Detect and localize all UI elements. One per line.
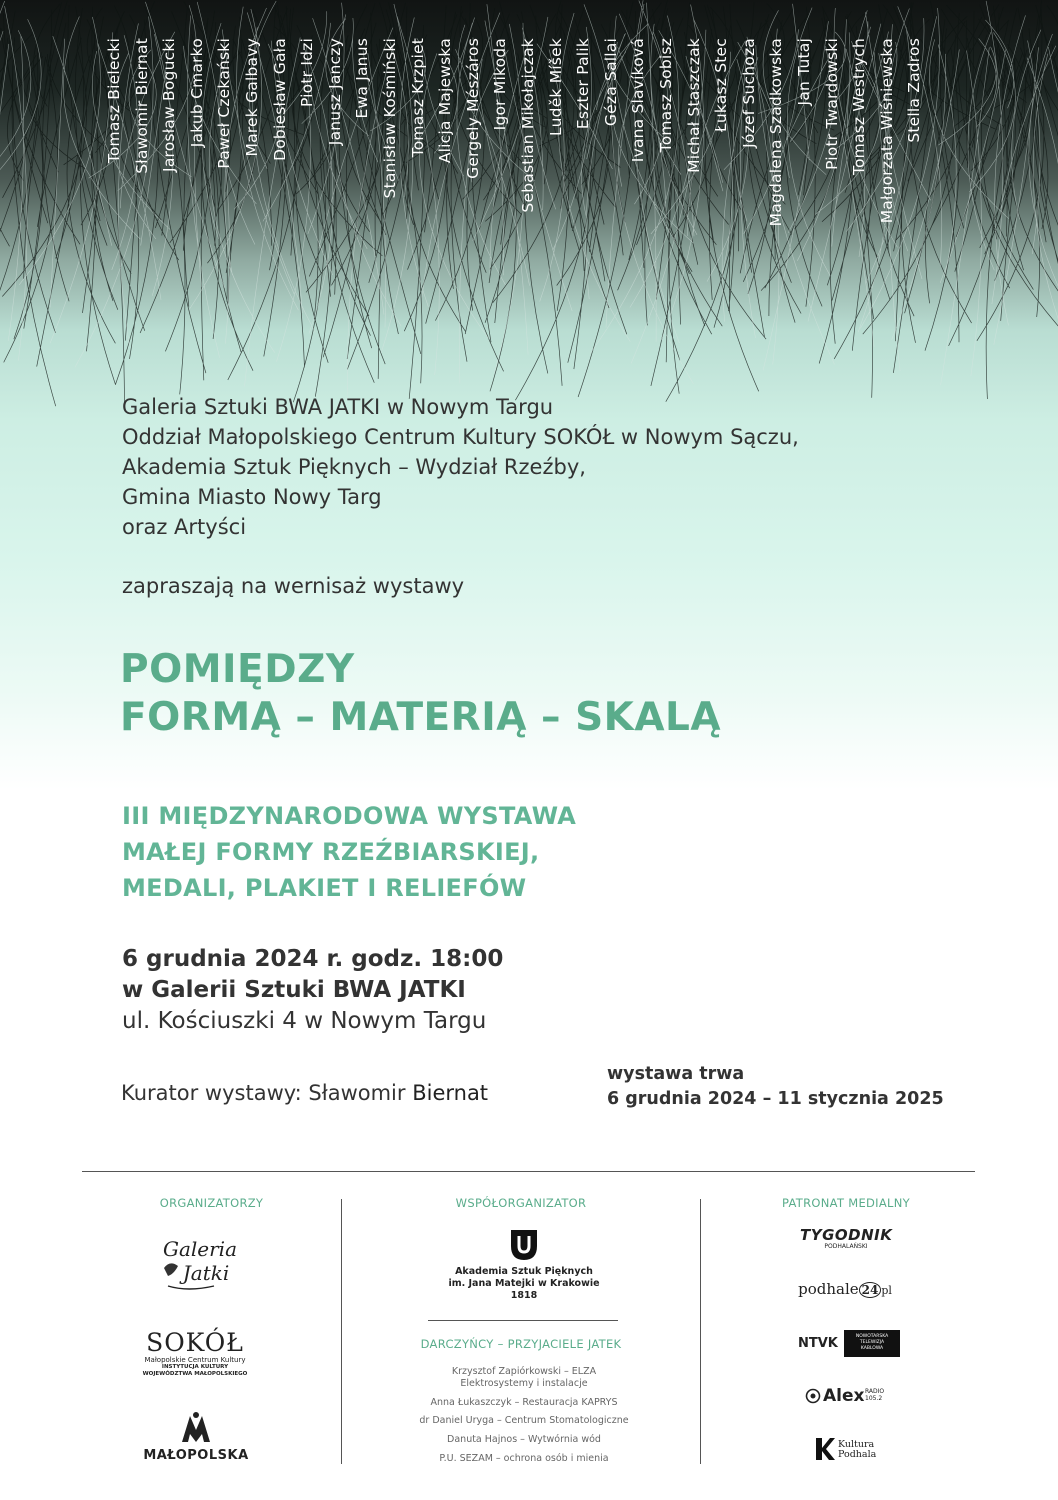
galeria-jatki-icon <box>150 1228 260 1298</box>
tygodnik-podhalanski-logo <box>800 1228 892 1250</box>
asp-line-1: Akademia Sztuk Pięknych <box>455 1266 593 1277</box>
donor-item: P.U. SEZAM – ochrona osób i mienia <box>439 1453 609 1464</box>
artist-name: Tomasz Krzpiet <box>408 38 427 158</box>
artist-name: Luděk Míšek <box>546 38 565 136</box>
donors-heading: DARCZYŃCY – PRZYJACIELE JATEK <box>420 1337 622 1351</box>
curator-surname: Biernat <box>412 1081 489 1105</box>
artist-name: Łukasz Stec <box>712 38 731 133</box>
artist-name: Jan Tutaj <box>795 38 813 106</box>
artist-name: Michał Staszczak <box>684 38 703 173</box>
malopolska-icon <box>176 1410 216 1444</box>
organizer-line: Gmina Miasto Nowy Targ <box>122 485 382 509</box>
artist-name: Ewa Janus <box>353 38 372 119</box>
column-divider <box>700 1199 701 1464</box>
invite-text: zapraszają na wernisaż wystawy <box>122 574 465 598</box>
artist-name: Paweł Czekański <box>215 38 234 169</box>
event-info <box>122 944 503 1037</box>
asp-line-3: 1818 <box>510 1290 538 1301</box>
donor-item: Anna Łukaszczyk – Restauracja KAPRYS <box>430 1397 618 1408</box>
alex-logo-sub: RADIO <box>865 1388 885 1395</box>
donor-item: dr Daniel Uryga – Centrum Stomatologiczne <box>419 1415 629 1426</box>
artist-name: Małgorzata Wiśniewska <box>877 38 896 224</box>
artist-name: Ivana Slavíková <box>629 38 648 163</box>
ntvk-sub: TELEWIZJA <box>859 1340 885 1345</box>
sokol-logo-sub: INSTYTUCJA KULTURY <box>161 1364 229 1370</box>
artist-name: Tomasz Sobisz <box>657 38 675 153</box>
kultura-logo-text: Podhala <box>838 1449 877 1460</box>
organizers-heading: ORGANIZATORZY <box>159 1196 264 1210</box>
duration-label: wystawa trwa <box>607 1064 745 1084</box>
galeria-jatki-logo <box>150 1228 260 1298</box>
artist-name: Piotr Twardowski <box>822 38 841 170</box>
subtitle-line-2: MAŁEJ FORMY RZEŹBIARSKIEJ, <box>122 838 540 866</box>
subtitle-line-1: III MIĘDZYNARODOWA WYSTAWA <box>122 802 577 830</box>
alex-radio-logo <box>803 1384 893 1410</box>
event-address: ul. Kościuszki 4 w Nowym Targu <box>122 1008 487 1034</box>
donor-line: Elektrosystemy i instalacje <box>460 1378 588 1389</box>
organizers-text <box>122 392 799 542</box>
footer-divider <box>82 1171 975 1172</box>
kultura-podhala-logo <box>814 1434 884 1464</box>
alex-logo-text: Alex <box>823 1386 865 1406</box>
svg-text:Jatki: Jatki <box>182 1261 230 1285</box>
media-heading: PATRONAT MEDIALNY <box>782 1196 910 1210</box>
curator <box>121 1081 488 1105</box>
organizer-line: Akademia Sztuk Pięknych – Wydział Rzeźby, <box>122 455 586 479</box>
sokol-logo <box>130 1330 260 1378</box>
exhibition-duration <box>607 1062 944 1112</box>
artist-list <box>0 0 1058 260</box>
artist-name: Alicja Majewska <box>436 38 455 164</box>
sokol-logo-sub: WOJEWÓDZTWA MAŁOPOLSKIEGO <box>142 1371 248 1377</box>
donor-item <box>382 1366 666 1390</box>
ntvk-logo <box>796 1330 902 1358</box>
column-divider <box>341 1199 342 1464</box>
donor-line: Krzysztof Zapiórkowski – ELZA <box>451 1366 597 1377</box>
podhale24-text-b: 24 <box>859 1282 882 1298</box>
kultura-k-icon <box>814 1436 836 1462</box>
sokol-logo-text: SOKÓŁ <box>146 1328 244 1357</box>
malopolska-logo-text: MAŁOPOLSKA <box>143 1448 249 1463</box>
event-date: 6 grudnia 2024 r. godz. 18:00 <box>122 946 504 972</box>
artist-name: Józef Suchoza <box>739 38 758 148</box>
podhale24-text-c: pl <box>881 1284 892 1297</box>
malopolska-logo <box>140 1410 252 1463</box>
exhibition-subtitle <box>122 798 576 906</box>
asp-shield-icon <box>509 1228 539 1262</box>
artist-name: Igor Mikoda <box>491 38 510 131</box>
artist-name: Sławomir Biernat <box>132 38 151 174</box>
artist-name: Tomasz Westrych <box>850 38 869 176</box>
ntvk-sub: KABLOWA <box>860 1346 884 1351</box>
artist-name: Gergely Mészáros <box>463 38 482 179</box>
organizer-line: oraz Artyści <box>122 515 247 539</box>
ntvk-logo-box <box>844 1330 900 1357</box>
artist-name: Géza Sallai <box>601 38 620 127</box>
kultura-logo-text: Kultura <box>838 1439 875 1450</box>
artist-name: Jakub Cmarko <box>187 38 206 148</box>
exhibition-title <box>120 646 721 742</box>
artist-name: Jarosław Bogucki <box>160 38 179 172</box>
podhale24-logo <box>790 1280 900 1298</box>
ntvk-sub: NOWOTARSKA <box>855 1334 889 1339</box>
artist-name: Janusz Janczy <box>325 38 344 146</box>
title-line-2: FORMĄ – MATERIĄ – SKALĄ <box>120 695 722 740</box>
svg-text:Galeria: Galeria <box>162 1237 238 1261</box>
organizer-line: Galeria Sztuki BWA JATKI w Nowym Targu <box>122 395 554 419</box>
artist-name: Stanisław Kośmiński <box>381 38 399 199</box>
subtitle-line-3: MEDALI, PLAKIET I RELIEFÓW <box>122 874 527 902</box>
asp-logo <box>432 1228 616 1302</box>
title-line-1: POMIĘDZY <box>120 647 355 692</box>
donors-divider <box>428 1320 618 1321</box>
tygodnik-logo-text: TYGODNIK <box>800 1226 893 1244</box>
curator-label: Kurator wystawy: Sławomir <box>121 1081 406 1105</box>
sokol-logo-sub: Małopolskie Centrum Kultury <box>144 1356 246 1364</box>
event-venue: w Galerii Sztuki BWA JATKI <box>122 977 466 1003</box>
donor-item: Danuta Hajnos – Wytwórnia wód <box>447 1434 601 1445</box>
alex-logo-sub: 105.2 <box>865 1395 883 1402</box>
tygodnik-logo-sub: PODHALAŃSKI <box>824 1243 868 1250</box>
artist-name: Tomasz Bielecki <box>105 38 123 164</box>
artist-name: Magdalena Szadkowska <box>767 38 786 227</box>
artist-name: Sebastian Mikołajczak <box>519 38 537 213</box>
artist-name: Eszter Palik <box>574 38 593 130</box>
artist-name: Marek Galbavy <box>243 38 261 157</box>
podhale24-text-a: podhale <box>798 1280 859 1298</box>
artist-name: Stella Zadros <box>905 38 924 143</box>
duration-dates: 6 grudnia 2024 – 11 stycznia 2025 <box>607 1089 944 1109</box>
ntvk-logo-text: NTVK <box>798 1336 838 1351</box>
organizer-line: Oddział Małopolskiego Centrum Kultury SOKÓŁ w Nowym Sączu, <box>122 425 799 449</box>
coorganizer-heading: WSPÓŁORGANIZATOR <box>455 1196 587 1210</box>
asp-line-2: im. Jana Matejki w Krakowie <box>448 1278 600 1289</box>
artist-name: Dobiesław Gała <box>270 38 289 161</box>
radio-wave-icon <box>805 1388 821 1404</box>
artist-name: Piotr Idzi <box>298 38 317 108</box>
